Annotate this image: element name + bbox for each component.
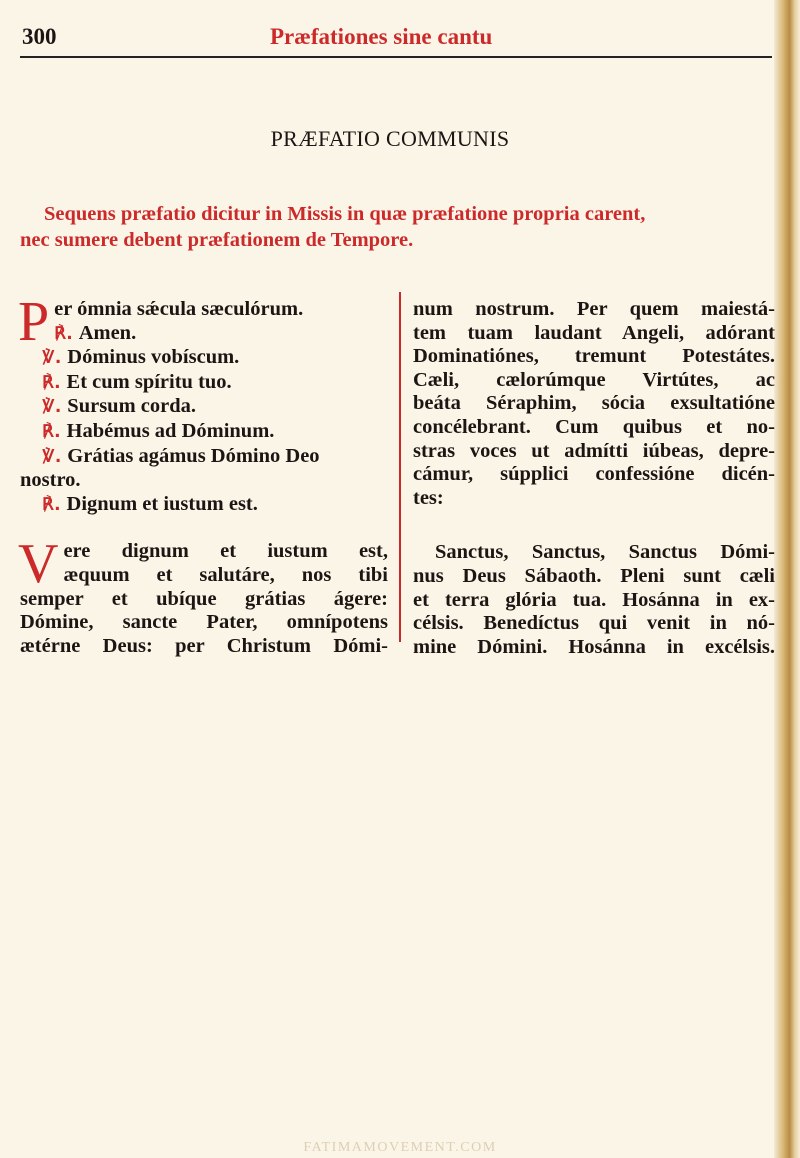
sanctus-line: célsis. Benedíctus qui venit in nó- xyxy=(413,612,775,635)
preface-line: tes: xyxy=(413,486,444,509)
response-symbol: ℟. xyxy=(42,372,61,393)
column-divider xyxy=(399,292,401,642)
sanctus-line: Sanctus, Sanctus, Sanctus Dómi- xyxy=(435,541,775,564)
preface-line: semper et ubíque grátias ágere: xyxy=(20,587,388,610)
dropcap-p: P xyxy=(18,291,50,353)
page-edge-shadow xyxy=(774,0,800,1158)
preface-continuation xyxy=(413,298,775,510)
preface-line: Dominatiónes, tremunt Potestátes. xyxy=(413,345,775,368)
dialogue-text: Et cum spíritu tuo. xyxy=(66,370,232,393)
dialogue-line xyxy=(20,493,388,518)
sanctus-line: mine Dómini. Hosánna in excélsis. xyxy=(413,635,775,658)
footer-watermark: FATIMAMOVEMENT.COM xyxy=(303,1140,497,1155)
preface-line: beáta Séraphim, sócia exsultatióne xyxy=(413,392,775,415)
preface-line: cámur, súpplici confessióne dicén- xyxy=(413,463,775,486)
dialogue-text: Dignum et iustum est. xyxy=(66,492,258,515)
dialogue-text: Grátias agámus Dómino Deo xyxy=(67,444,320,467)
dialogue-text: Dóminus vobíscum. xyxy=(67,346,240,369)
preface-line: concélebrant. Cum quibus et no- xyxy=(413,415,775,438)
response-symbol: ℟. xyxy=(42,494,61,515)
header-rule xyxy=(20,56,772,58)
versicle-symbol: ℣. xyxy=(42,446,62,467)
preface-title: PRÆFATIO COMMUNIS xyxy=(270,126,510,151)
preface-line: ere dignum et iustum est, xyxy=(63,540,388,563)
dialogue-text: Habémus ad Dóminum. xyxy=(66,419,275,442)
dialogue-line xyxy=(20,445,388,470)
dialogue-line xyxy=(20,322,388,347)
sanctus-block xyxy=(413,541,775,659)
response-symbol: ℟. xyxy=(54,323,73,344)
preface-block xyxy=(18,533,388,658)
versicle-symbol: ℣. xyxy=(42,348,62,369)
left-column xyxy=(18,291,388,658)
dialogue-line xyxy=(20,346,388,371)
versicle-symbol: ℣. xyxy=(42,397,62,418)
right-column xyxy=(413,298,775,659)
preface-line: num nostrum. Per quem maiestá- xyxy=(413,298,775,320)
dialogue-text: Sursum corda. xyxy=(67,395,197,418)
spacer xyxy=(413,510,775,541)
dialogue-first-line: er ómnia sǽcula sæculórum. xyxy=(54,298,304,320)
sanctus-line: nus Deus Sábaoth. Pleni sunt cæli xyxy=(413,564,775,587)
running-header xyxy=(22,24,772,54)
preface-line: Cæli, cælorúmque Virtútes, ac xyxy=(413,368,775,391)
dialogue-line xyxy=(20,395,388,420)
dialogue-line xyxy=(20,371,388,396)
rubric-line-2: nec sumere debent præfationem de Tempore. xyxy=(20,229,414,251)
page-number: 300 xyxy=(22,24,57,49)
dialogue-line xyxy=(20,420,388,445)
spacer xyxy=(20,517,388,540)
preface-line: ætérne Deus: per Christum Dómi- xyxy=(20,634,388,657)
preface-line: Dómine, sancte Pater, omnípotens xyxy=(20,611,388,634)
dialogue-continuation: nostro. xyxy=(20,469,81,492)
dialogue-text: Amen. xyxy=(78,321,137,344)
response-symbol: ℟. xyxy=(42,421,61,442)
dialogue-block xyxy=(18,291,388,517)
running-title: Præfationes sine cantu xyxy=(270,24,493,49)
preface-line: tem tuam laudant Angeli, adórant xyxy=(413,321,775,344)
rubric xyxy=(20,201,775,253)
dropcap-v: V xyxy=(18,533,59,596)
preface-line: stras voces ut admítti iúbeas, depre- xyxy=(413,439,775,462)
rubric-line-1: Sequens præfatio dicitur in Missis in quæ præfatione propria carent, xyxy=(44,203,646,225)
sanctus-line: et terra glória tua. Hosánna in ex- xyxy=(413,588,775,611)
preface-line: æquum et salutáre, nos tibi xyxy=(63,563,388,586)
